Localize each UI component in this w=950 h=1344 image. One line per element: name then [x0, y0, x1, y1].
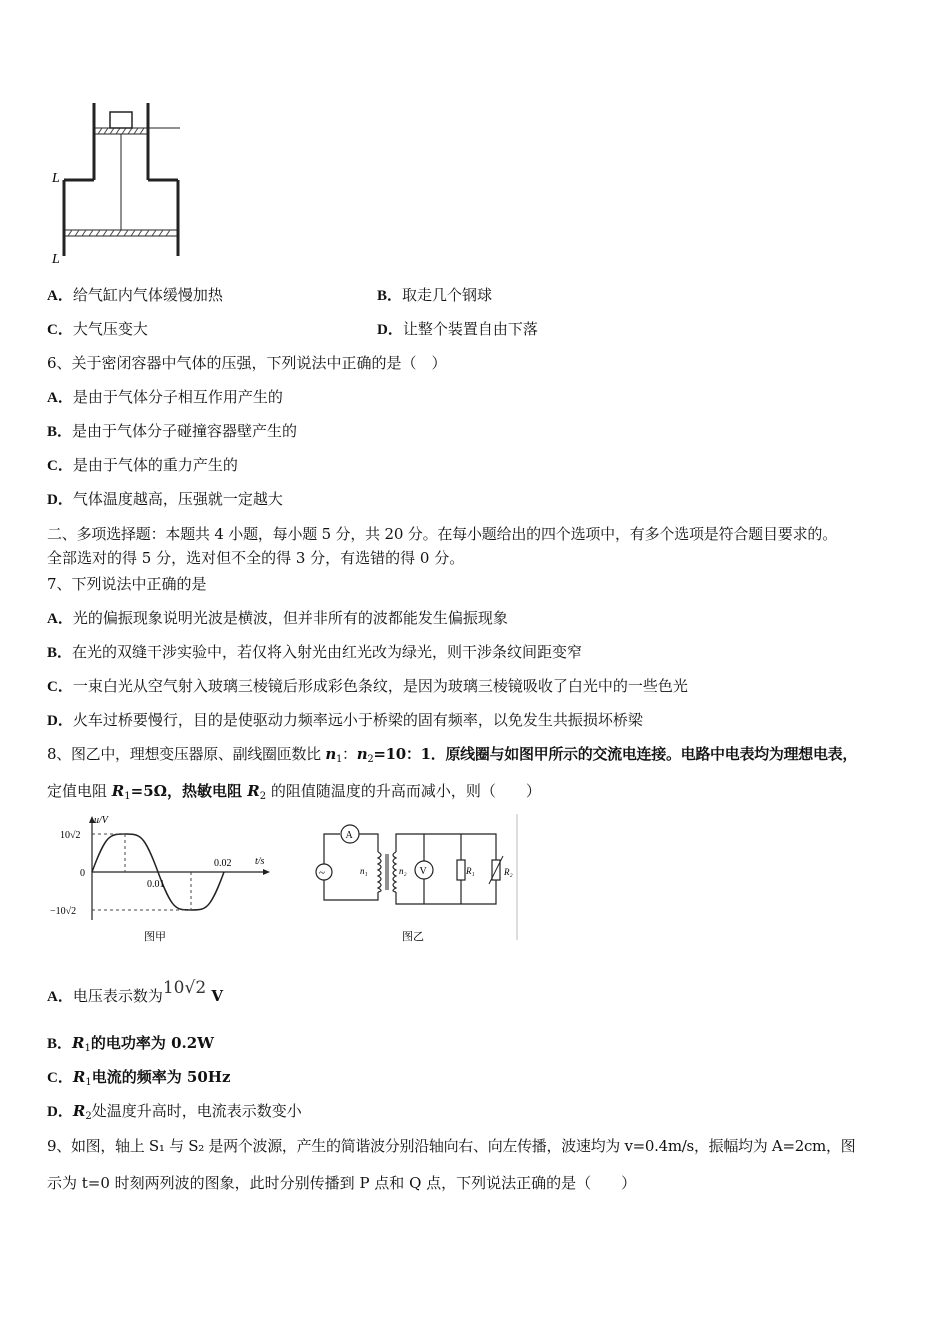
q8-option-b — [47, 1033, 214, 1059]
fig5-label-bottom: L — [52, 252, 60, 267]
q7-option-a — [47, 608, 508, 629]
q6-option-b — [47, 421, 297, 442]
colon: ： — [342, 745, 357, 763]
option-letter: B． — [47, 1036, 73, 1052]
q7-option-b — [47, 642, 582, 663]
voltage-value: 10√2 — [162, 978, 207, 998]
n2-label: n₂ — [399, 866, 407, 876]
graph-origin: 0 — [80, 868, 85, 879]
option-text: 给气缸内气体缓慢加热 — [72, 286, 223, 304]
section2-line1: 二、多项选择题：本题共 4 小题，每小题 5 分，共 20 分。在每小题给出的四个选项中，有多个选项是符合题目要求的。 — [47, 525, 837, 543]
option-text: 取走几个钢球 — [402, 286, 493, 304]
n1-label: n₁ — [360, 866, 368, 876]
graph-y-min: −10√2 — [50, 906, 77, 917]
q8-stem-text: 8、图乙中，理想变压器原、副线圈匝数比 — [47, 745, 326, 763]
var-r1: R — [111, 782, 125, 800]
piston-cylinder-figure — [48, 98, 188, 268]
q5-option-a — [47, 285, 223, 306]
r1-label: R₁ — [466, 866, 475, 876]
var-n1: n — [325, 745, 336, 763]
q7-option-c — [47, 676, 688, 697]
option-letter: D． — [47, 492, 73, 508]
q6-stem: 6、关于密闭容器中气体的压强，下列说法中正确的是（ ） — [47, 354, 447, 372]
sub-1: 1 — [124, 791, 131, 802]
graph-caption: 图甲 — [144, 931, 166, 943]
q7-stem: 7、下列说法中正确的是 — [47, 575, 207, 593]
q7-option-d — [47, 710, 643, 731]
circuit-caption: 图乙 — [402, 931, 424, 943]
var-r: R — [72, 1068, 86, 1086]
q8-stem-text: =5Ω，热敏电阻 — [130, 782, 248, 800]
section2-line2: 全部选对的得 5 分，选对但不全的得 3 分，有选错的得 0 分。 — [47, 549, 465, 567]
option-letter: C． — [47, 1070, 73, 1086]
unit: V — [206, 987, 224, 1005]
fig5-label-top: L — [52, 171, 60, 186]
option-text: 是由于气体分子相互作用产生的 — [72, 388, 283, 406]
option-letter: B． — [47, 424, 73, 440]
graph-y-label: u/V — [94, 815, 108, 826]
var-r: R — [72, 1034, 85, 1052]
option-text: 是由于气体分子碰撞容器壁产生的 — [72, 422, 298, 440]
transformer-circuit — [308, 812, 523, 952]
option-letter: D． — [47, 713, 73, 729]
q8-option-d — [47, 1101, 302, 1127]
r2-label: R₂ — [504, 867, 513, 877]
sub-1: 1 — [335, 754, 342, 765]
option-text: 电流的频率为 50Hz — [91, 1068, 231, 1086]
sub: 1 — [85, 1077, 92, 1088]
q6-option-d — [47, 489, 283, 510]
option-letter: B． — [377, 288, 403, 304]
q9-stem-line2: 示为 t=0 时刻两列波的图象，此时分别传播到 P 点和 Q 点，下列说法正确的是（ ） — [47, 1174, 637, 1192]
option-text: 是由于气体的重力产生的 — [72, 456, 238, 474]
q8-option-c — [47, 1067, 230, 1093]
option-letter: C． — [47, 458, 73, 474]
q6-option-c — [47, 455, 238, 476]
graph-x-label: t/s — [255, 856, 265, 867]
option-text: 电压表示数为 — [72, 987, 163, 1005]
q6-option-a — [47, 387, 283, 408]
option-text: 气体温度越高，压强就一定越大 — [72, 490, 283, 508]
sub: 2 — [85, 1111, 92, 1122]
voltage-time-graph — [48, 812, 278, 952]
option-letter: D． — [377, 322, 403, 338]
option-letter: C． — [47, 679, 73, 695]
option-letter: A． — [47, 611, 73, 627]
source-symbol: ~ — [319, 867, 325, 879]
q8-option-a — [47, 978, 224, 1010]
option-text: 在光的双缝干涉实验中，若仅将入射光由红光改为绿光，则干涉条纹间距变窄 — [72, 643, 583, 661]
q8-stem-text: =10：1．原线圈与如图甲所示的交流电连接。电路中电表均为理想电表， — [373, 745, 858, 763]
q5-option-b — [377, 285, 492, 306]
q8-stem-text: 定值电阻 — [47, 782, 112, 800]
q9-stem-line1: 9、如图，轴上 S₁ 与 S₂ 是两个波源，产生的简谐波分别沿轴向右、向左传播，波速均为 v=0.4m/s，振幅均为 A=2cm，图 — [47, 1137, 856, 1155]
graph-y-max: 10√2 — [60, 830, 81, 841]
option-letter: C． — [47, 322, 73, 338]
graph-t2: 0.02 — [214, 858, 232, 869]
q8-stem-line1 — [47, 744, 857, 770]
option-letter: A． — [47, 390, 73, 406]
sub: 1 — [84, 1043, 91, 1054]
sub-2: 2 — [259, 791, 267, 802]
option-letter: B． — [47, 645, 73, 661]
option-text: 火车过桥要慢行，目的是使驱动力频率远小于桥梁的固有频率，以免发生共振损坏桥梁 — [72, 711, 643, 729]
option-letter: A． — [47, 989, 73, 1005]
option-text: 让整个装置自由下落 — [402, 320, 538, 338]
q5-option-c — [47, 319, 148, 340]
ammeter-label: A — [345, 830, 353, 841]
q5-option-d — [377, 319, 538, 340]
option-text: 的电功率为 0.2W — [90, 1034, 215, 1052]
option-text: 大气压变大 — [72, 320, 148, 338]
graph-t1: 0.01 — [147, 879, 165, 890]
voltmeter-label: V — [419, 866, 427, 877]
option-text: 光的偏振现象说明光波是横波，但并非所有的波都能发生偏振现象 — [72, 609, 508, 627]
q8-stem-line2 — [47, 781, 541, 807]
option-letter: D． — [47, 1104, 73, 1120]
option-text: 一束白光从空气射入玻璃三棱镜后形成彩色条纹，是因为玻璃三棱镜吸收了白光中的一些色光 — [72, 677, 688, 695]
option-text: 处温度升高时，电流表示数变小 — [91, 1102, 302, 1120]
q8-stem-text: 的阻值随温度的升高而减小，则（ ） — [266, 782, 541, 800]
sub-2: 2 — [367, 754, 374, 765]
var-r: R — [72, 1102, 86, 1120]
option-letter: A． — [47, 288, 73, 304]
var-n2: n — [356, 745, 368, 763]
var-r2: R — [247, 782, 260, 800]
